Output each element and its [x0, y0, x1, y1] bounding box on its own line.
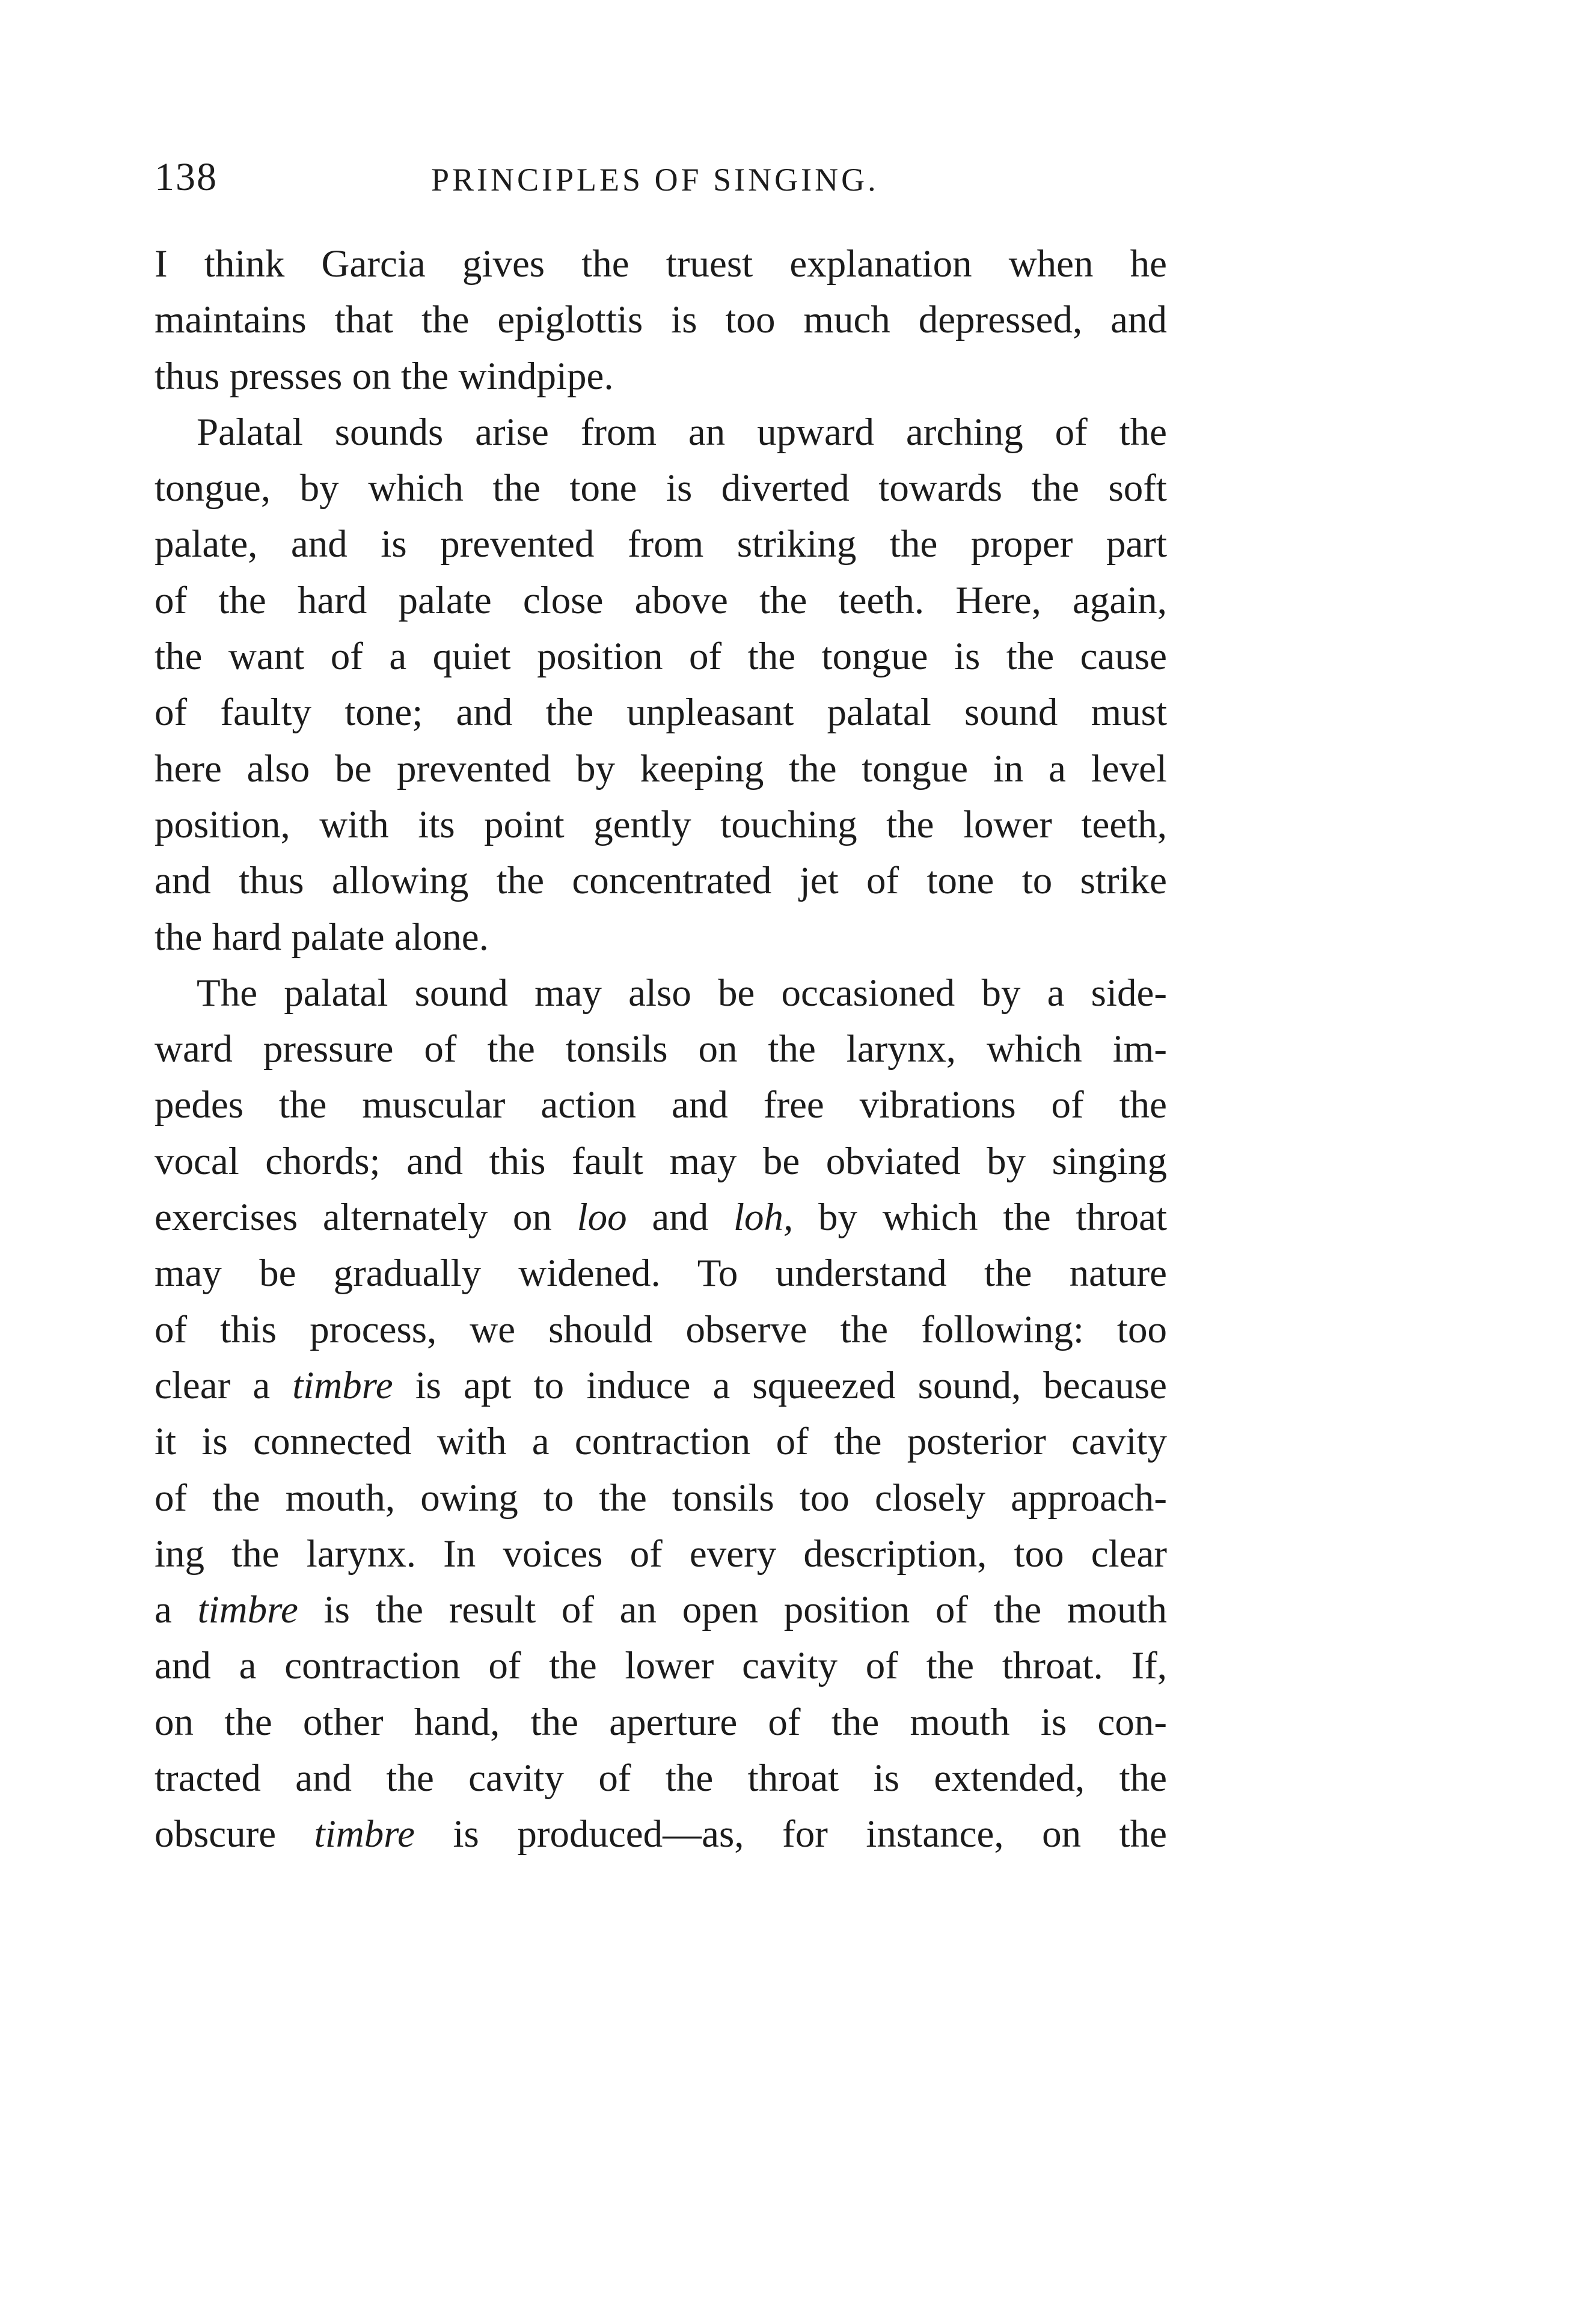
text-segment: I think Garcia gives the truest explanation when he — [155, 242, 1167, 286]
text-line — [155, 741, 1167, 797]
text-line — [155, 853, 1167, 909]
text-segment: thus presses on the windpipe. — [155, 354, 614, 398]
text-segment: of faulty tone; and the unpleasant palatal sound must — [155, 691, 1167, 735]
text-segment: clear a — [155, 1363, 293, 1407]
text-segment: of the mouth, owing to the tonsils too closely approach- — [155, 1476, 1167, 1520]
text-segment: and — [626, 1196, 733, 1240]
text-line — [155, 573, 1167, 629]
text-line — [155, 1582, 1167, 1638]
page-number: 138 — [155, 155, 218, 199]
text-line — [155, 629, 1167, 685]
text-line — [155, 1526, 1167, 1582]
text-segment: on the other hand, the aperture of the mouth is con- — [155, 1700, 1167, 1744]
text-line — [155, 797, 1167, 853]
text-line — [155, 1414, 1167, 1470]
text-line — [155, 685, 1167, 741]
text-segment: Palatal sounds arise from an upward arching of the — [197, 410, 1167, 454]
text-line — [155, 1077, 1167, 1133]
text-line — [155, 1302, 1167, 1358]
text-line — [155, 1246, 1167, 1301]
text-line — [155, 1190, 1167, 1246]
text-segment: exercises alternately on — [155, 1196, 577, 1240]
text-segment: and thus allowing the concentrated jet of tone to strike — [155, 859, 1167, 903]
text-segment: ward pressure of the tonsils on the larynx, which im- — [155, 1027, 1167, 1071]
text-segment: it is connected with a contraction of the posterior cavity — [155, 1420, 1167, 1464]
text-segment: ing the larynx. In voices of every description, too clear — [155, 1532, 1167, 1576]
text-line — [155, 349, 1167, 405]
text-line — [155, 1751, 1167, 1806]
text-segment: palate, and is prevented from striking the proper part — [155, 522, 1167, 566]
text-segment: maintains that the epiglottis is too much depressed, and — [155, 298, 1167, 342]
text-segment: The palatal sound may also be occasioned by a side- — [197, 971, 1167, 1015]
text-segment: tongue, by which the tone is diverted towards the soft — [155, 466, 1167, 510]
text-segment: by which the throat — [793, 1196, 1168, 1240]
text-segment: is produced—as, for instance, on the — [414, 1812, 1167, 1856]
text-line — [155, 1021, 1167, 1077]
text-segment: vocal chords; and this fault may be obviated by singing — [155, 1139, 1167, 1183]
text-segment: the hard palate alone. — [155, 915, 489, 959]
text-line — [155, 1806, 1167, 1862]
text-segment: of the hard palate close above the teeth. Here, again, — [155, 578, 1167, 622]
text-line — [155, 910, 1167, 965]
italic-term: timbre — [314, 1812, 415, 1856]
italic-term: timbre — [292, 1363, 393, 1407]
italic-term: loo — [577, 1196, 627, 1240]
text-segment: tracted and the cavity of the throat is extended, the — [155, 1757, 1167, 1800]
text-segment: of this process, we should observe the following: too — [155, 1307, 1167, 1351]
text-segment: is apt to induce a squeezed sound, because — [393, 1363, 1167, 1407]
text-line — [155, 965, 1167, 1021]
text-line — [155, 292, 1167, 348]
body-text — [155, 236, 1167, 1863]
text-line — [155, 516, 1167, 572]
text-line — [155, 460, 1167, 516]
italic-term: timbre — [197, 1588, 298, 1632]
text-segment: obscure — [155, 1812, 314, 1856]
text-line — [155, 236, 1167, 292]
text-line — [155, 1470, 1167, 1526]
text-line — [155, 405, 1167, 460]
text-segment: here also be prevented by keeping the tongue in a level — [155, 747, 1167, 790]
text-segment: position, with its point gently touching the lower teeth, — [155, 803, 1167, 846]
text-segment: is the result of an open position of the mouth — [298, 1588, 1167, 1632]
text-segment: the want of a quiet position of the tongue is the cause — [155, 635, 1167, 679]
text-line — [155, 1638, 1167, 1694]
text-line — [155, 1134, 1167, 1190]
text-line — [155, 1358, 1167, 1414]
text-line — [155, 1695, 1167, 1751]
italic-term: loh, — [733, 1196, 794, 1240]
text-segment: a — [155, 1588, 198, 1632]
text-segment: and a contraction of the lower cavity of the throat. If, — [155, 1644, 1167, 1688]
text-segment: may be gradually widened. To understand the nature — [155, 1252, 1167, 1295]
page-header — [155, 153, 1177, 201]
text-segment: pedes the muscular action and free vibrations of the — [155, 1083, 1167, 1127]
running-title: PRINCIPLES OF SINGING. — [431, 162, 879, 198]
